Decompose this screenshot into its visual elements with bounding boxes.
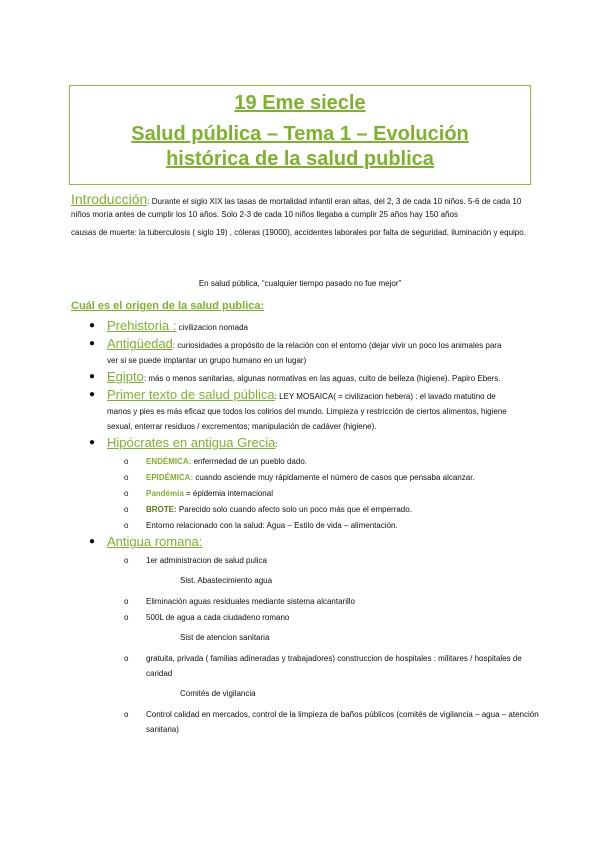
subbullet-icon: o bbox=[124, 473, 129, 482]
item-text: civilizacion nomada bbox=[176, 323, 248, 332]
list-item-hipocrates bbox=[0, 435, 507, 533]
list-item-antiguedad bbox=[0, 336, 507, 368]
item-text: 1er administracion de salud pulica bbox=[146, 556, 267, 565]
rome-sublist bbox=[0, 553, 539, 737]
definition: cuando asciende muy rápidamente el número de casos que pensaba alcanzar. bbox=[193, 473, 475, 482]
term: ENDÉMICA: bbox=[146, 457, 192, 466]
sublist-item-endemica bbox=[107, 454, 546, 469]
introduction-heading: Introducción bbox=[71, 191, 148, 207]
subbullet-icon: o bbox=[124, 597, 129, 606]
subbullet-icon: o bbox=[124, 654, 129, 663]
item-text: : bbox=[275, 440, 278, 449]
bullet-icon: ● bbox=[89, 371, 96, 382]
list-item-primer-texto bbox=[0, 387, 507, 434]
list-item-antigua-romana bbox=[0, 534, 539, 737]
list-item-egipto bbox=[0, 369, 507, 386]
subbullet-icon: o bbox=[124, 457, 129, 466]
definition: Parecido solo cuando afecto solo un poco más que el emperrado. bbox=[176, 505, 412, 514]
bullet-icon: ● bbox=[89, 437, 96, 448]
item-text: : LEY MOSAICA( = civilizacion hebera) : el lavado matutino de manos y pies es más eficaz que todos los colirios del mundo. Limpieza y restricción de ciertos alimentos, higiene sexual, enterrar residuos / excrementos; manipulación de cadáver (higiene). bbox=[107, 392, 507, 431]
term: BROTE: bbox=[146, 505, 177, 514]
item-heading: Hipócrates en antigua Grecia bbox=[107, 435, 276, 450]
sublist-item-pandemia bbox=[107, 486, 546, 501]
sublist-item-entorno bbox=[107, 518, 546, 533]
subbullet-icon: o bbox=[124, 556, 129, 565]
subbullet-icon: o bbox=[124, 505, 129, 514]
subheading-text: Comités de vigilancia bbox=[180, 689, 256, 698]
sublist-item-gratuita bbox=[107, 651, 546, 681]
item-text: 500L de agua a cada ciudadeno romano bbox=[146, 613, 290, 622]
sublist-subheading-atencion bbox=[107, 630, 580, 645]
greece-sublist bbox=[0, 454, 507, 533]
item-heading: Prehistoria : bbox=[107, 318, 177, 333]
list-item-prehistoria bbox=[0, 318, 507, 335]
sublist-item-agua bbox=[107, 610, 546, 625]
subbullet-icon: o bbox=[124, 710, 129, 719]
origin-heading: Cuál es el origen de la salud publica: bbox=[71, 300, 265, 312]
bullet-icon: ● bbox=[89, 320, 96, 331]
term: EPIDÉMICA: bbox=[146, 473, 194, 482]
quote: En salud pública, “cualquier tiempo pasado no fue mejor” bbox=[198, 279, 402, 288]
title-line-2 bbox=[70, 122, 530, 172]
definition: Entorno relacionado con la salud: Agua – Estilo de vida – alimentación. bbox=[146, 521, 398, 530]
item-text: : curiosidades a propósito de la relación con el entorno (dejar vivir un poco los animales para ver si se puede implantar un grupo humano en un lugar) bbox=[107, 341, 502, 365]
title-line-2b: histórica de la salud publica bbox=[166, 148, 434, 170]
item-heading: Antigua romana: bbox=[107, 534, 203, 549]
bullet-icon: ● bbox=[89, 338, 96, 349]
sublist-subheading-comites bbox=[107, 686, 580, 701]
item-text: gratuita, privada ( familias adineradas y trabajadores) construccion de hospitales : militares / hospitales de caridad bbox=[146, 654, 522, 678]
subheading-text: Sist de atencion sanitaria bbox=[180, 633, 270, 642]
item-text: : más o menos sanitarias, algunas normativas en las aguas, culto de belleza (higiene). Papiro Ebers. bbox=[143, 374, 501, 383]
title-line-1: 19 Eme siecle bbox=[234, 92, 366, 114]
subbullet-icon: o bbox=[124, 521, 129, 530]
item-heading: Egipto bbox=[107, 369, 144, 384]
introduction-text: : Durante el siglo XIX las tasas de mortalidad infantil eran altas, del 2, 3 de cada 10 niños. 5-6 de cada 10 niños moría antes de cumplir los 10 años. Solo 2-3 de cada 10 niños llegaba a cumplir 25 años hay 150 años bbox=[71, 197, 522, 219]
sublist-item-epidemica bbox=[107, 470, 546, 485]
definition: = épidemia internacional bbox=[183, 489, 273, 498]
sublist-item-control bbox=[107, 707, 546, 737]
title-box bbox=[69, 85, 531, 185]
item-heading: Antigüedad bbox=[107, 336, 173, 351]
bullet-icon: ● bbox=[89, 536, 96, 547]
title-line-2a: Salud pública – Tema 1 – Evolución bbox=[131, 123, 469, 145]
subbullet-icon: o bbox=[124, 489, 129, 498]
item-text: Control calidad en mercados, control de la limpieza de baños públicos (comités de vigilancia – agua – atención sanitaria) bbox=[146, 710, 539, 734]
sublist-item-brote bbox=[107, 502, 546, 517]
causes-text: causas de muerte: la tuberculosis ( siglo 19) , cóleras (19000), accidentes laborales por falta de seguridad, iluminación y equipo. bbox=[71, 228, 526, 237]
introduction-paragraph bbox=[71, 193, 541, 239]
subbullet-icon: o bbox=[124, 613, 129, 622]
item-heading: Primer texto de salud pública bbox=[107, 387, 275, 402]
sublist-item-eliminacion bbox=[107, 594, 546, 609]
bullet-icon: ● bbox=[89, 389, 96, 400]
origin-list bbox=[0, 318, 600, 738]
sublist-subheading-abastecimiento bbox=[107, 573, 580, 588]
definition: enfermedad de un pueblo dado. bbox=[191, 457, 307, 466]
sublist-item-administracion bbox=[107, 553, 546, 568]
subheading-text: Sist. Abastecimiento agua bbox=[180, 576, 273, 585]
item-text: Eliminación aguas residuales mediante sistema alcantarillo bbox=[146, 597, 355, 606]
term: Pandémia bbox=[146, 489, 184, 498]
